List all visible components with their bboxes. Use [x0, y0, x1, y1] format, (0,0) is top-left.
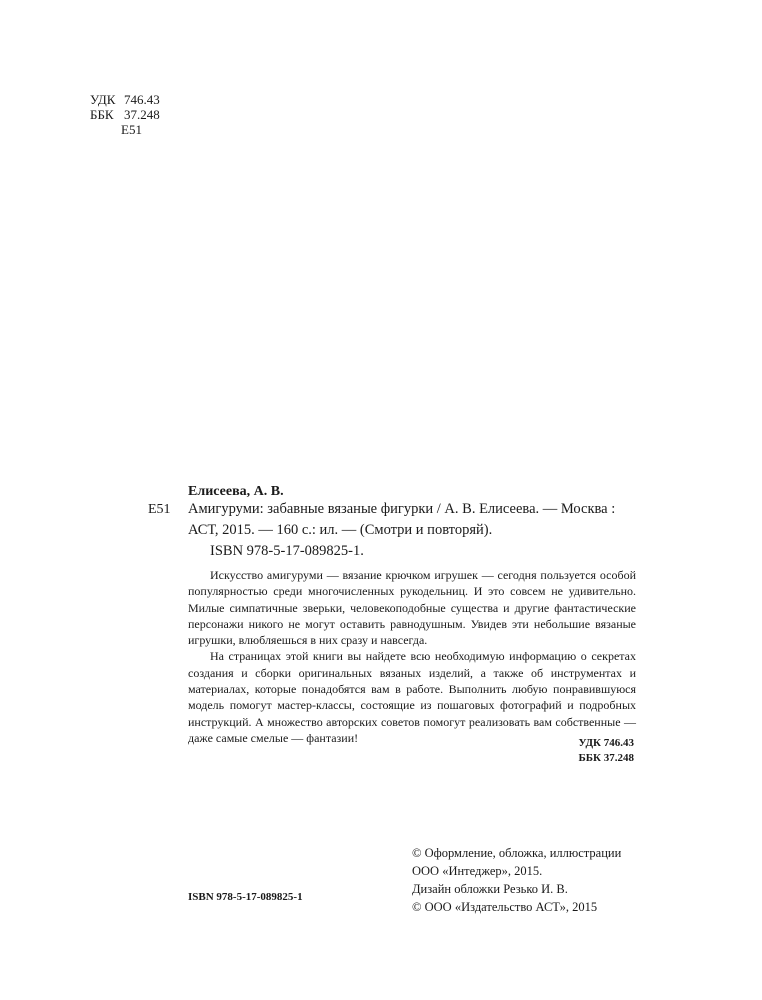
copyright-line-3: Дизайн обложки Резько И. В. [412, 882, 568, 896]
annotation [188, 567, 636, 746]
description-line-1: Амигуруми: забавные вязаные фигурки / А. В. Елисеева. — Москва : [188, 501, 616, 517]
udk-label: УДК [90, 92, 116, 107]
entry-isbn: ISBN 978-5-17-089825-1. [210, 543, 364, 559]
entry-author: Елисеева, А. В. [188, 484, 284, 499]
bottom-udk: УДК 746.43 [578, 737, 634, 749]
bbk-label: ББК [90, 107, 114, 122]
bottom-classification-codes [578, 736, 634, 766]
annotation-paragraph-2: На страницах этой книги вы найдете всю необходимую информацию о секретах создания и сборки оригинальных вязаных изделий, а также об инструментах и материалах, которые понадобятся вам в работе. Выполнить любую понравившуюся модель помогут мастер-классы, состоящие из пошаговых фотографий и подробных инструкций. А множество авторских советов помогут реализовать вам собственные — даже самые смелые — фантазии! [188, 649, 636, 745]
bbk-value: 37.248 [124, 107, 160, 122]
entry-author-mark: Е51 [148, 502, 171, 517]
udk-value: 746.43 [124, 92, 160, 107]
description-line-2: АСТ, 2015. — 160 с.: ил. — (Смотри и повторяй). [188, 522, 493, 538]
copyright-line-1: © Оформление, обложка, иллюстрации [412, 846, 622, 860]
copyright-line-2: ООО «Интеджер», 2015. [412, 864, 543, 878]
top-classification-codes [90, 92, 160, 137]
bibliographic-description [188, 499, 636, 541]
copyright-line-4: © ООО «Издательство АСТ», 2015 [412, 900, 598, 914]
copyright-block [412, 844, 621, 916]
footer-isbn: ISBN 978-5-17-089825-1 [188, 891, 303, 903]
author-mark: Е51 [121, 122, 142, 137]
bottom-bbk: ББК 37.248 [578, 752, 634, 764]
annotation-paragraph-1: Искусство амигуруми — вязание крючком игрушек — сегодня пользуется особой популярностью среди многочисленных рукодельниц. И это совсем не удивительно. Милые симпатичные зверьки, человекоподобные существа и другие фантастические персонажи никого не могут оставить равнодушным. Увидев эти небольшие вязаные игрушки, влюбляешься в них сразу и навсегда. [188, 568, 636, 648]
